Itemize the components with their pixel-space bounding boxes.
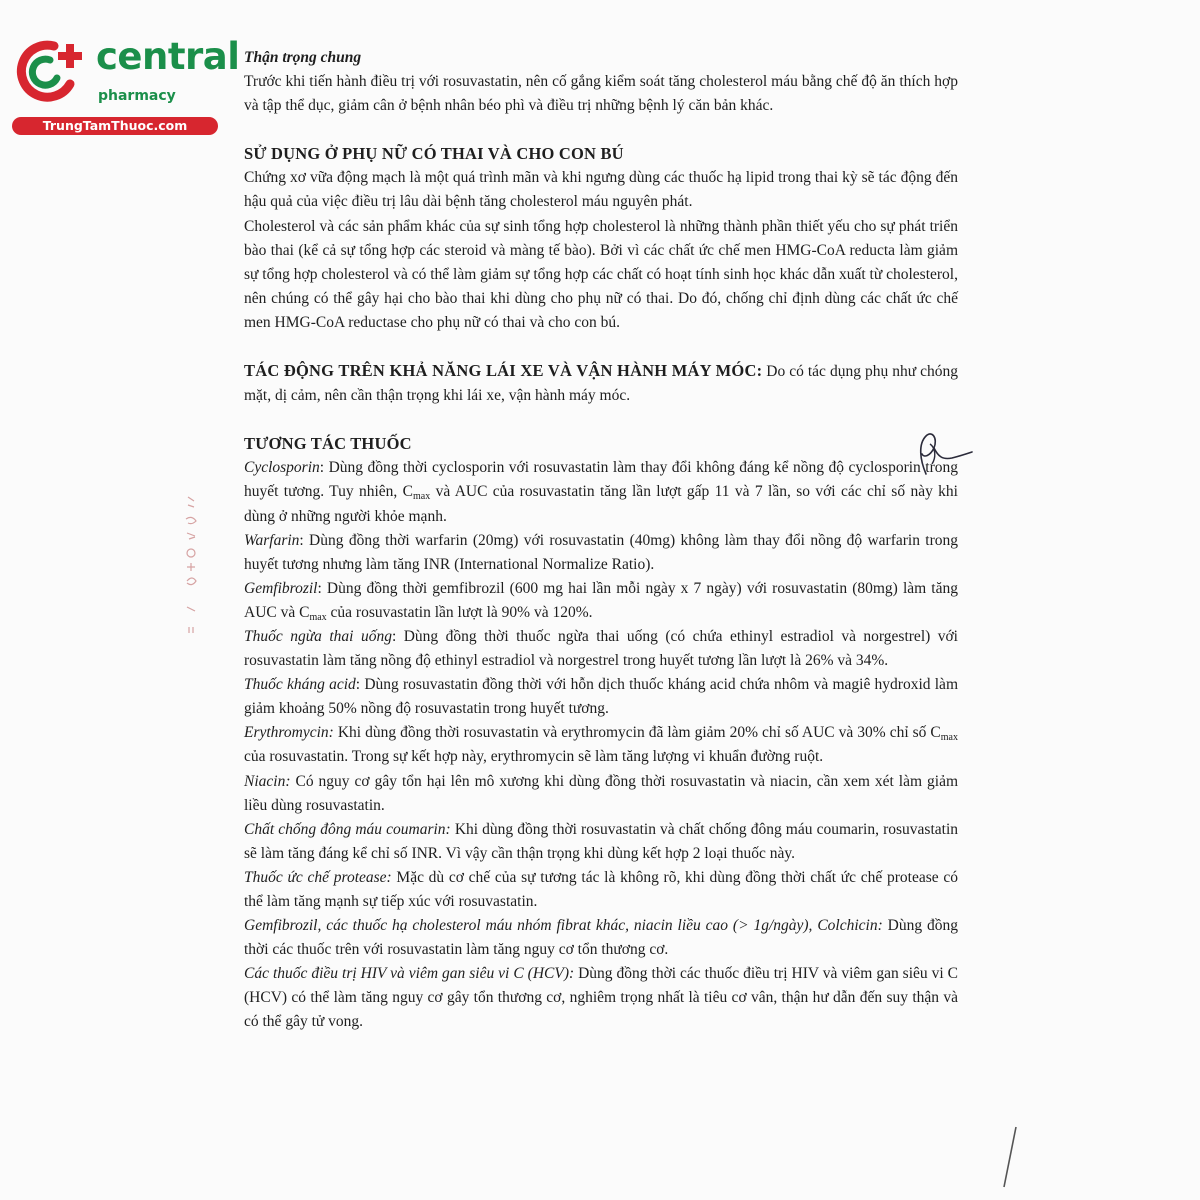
interactions-heading: TƯƠNG TÁC THUỐC [244, 434, 412, 454]
drug-name: Thuốc kháng acid [244, 676, 356, 694]
interaction-gemfibrozil [244, 577, 958, 625]
central-pharmacy-logo [10, 35, 240, 136]
interaction-text: Dùng đồng thời các thuốc trên với rosuvastatin làm tăng nguy cơ tổn thương cơ. [244, 917, 958, 959]
interaction-text: Khi dùng đồng thời rosuvastatin và erythromycin đã làm giảm 20% chỉ số AUC và 30% chỉ số C [333, 724, 941, 742]
interaction-warfarin [244, 529, 958, 577]
drug-name: Gemfibrozil, các thuốc hạ cholesterol máu nhóm fibrat khác, niacin liều cao (> 1g/ngày), Colchicin: [244, 917, 883, 935]
scan-edge-mark [996, 1125, 1026, 1190]
interaction-text: : Dùng rosuvastatin đồng thời với hỗn dịch thuốc kháng acid chứa nhôm và magiê hydroxid làm giảm khoảng 50% nồng độ rosuvastatin trong huyết tương. [244, 676, 958, 718]
drug-name: Niacin: [244, 772, 291, 790]
driving-heading: TÁC ĐỘNG TRÊN KHẢ NĂNG LÁI XE VÀ VẬN HÀNH MÁY MÓC: [244, 361, 763, 381]
interaction-text: của rosuvastatin lần lượt là 90% và 120%. [326, 603, 593, 621]
logo-website: TrungTamThuoc.com [12, 117, 218, 135]
drug-name: Chất chống đông máu coumarin: [244, 820, 451, 838]
drug-name: Gemfibrozil [244, 579, 318, 597]
document-body [244, 46, 958, 1035]
subscript-max: max [309, 611, 327, 623]
interaction-text: Dùng đồng thời các thuốc điều trị HIV và viêm gan siêu vi C (HCV) có thể làm tăng nguy cơ gây tổn thương cơ, nghiêm trọng nhất là tiêu cơ vân, thận hư dẫn đến suy thận và có thể gây tử vong. [244, 965, 958, 1031]
driving-text: Do có tác dụng phụ như chóng mặt, dị cảm, nên cần thận trọng khi lái xe, vận hành máy móc. [244, 363, 959, 405]
drug-name: Các thuốc điều trị HIV và viêm gan siêu vi C (HCV): [244, 965, 575, 983]
interaction-text: và AUC của rosuvastatin tăng lần lượt gấp 11 và 7 lần, so với các chỉ số này khi dùng ở những người khỏe mạnh. [244, 483, 958, 525]
pharmacy-cross-icon [10, 38, 86, 104]
drug-name: Cyclosporin [244, 459, 320, 477]
pregnancy-paragraph-1: Chứng xơ vữa động mạch là một quá trình mãn và khi ngưng dùng các thuốc hạ lipid trong thai kỳ sẽ tác động đến hậu quả của việc điều trị lâu dài bệnh tăng cholesterol máu nguyên phát. [244, 169, 958, 211]
interaction-text: : Dùng đồng thời thuốc ngừa thai uống (có chứa ethinyl estradiol và norgestrel) với rosuvastatin làm tăng nồng độ ethinyl estradiol và norgestrel trong huyết tương lần lượt là 26% và 34%. [244, 627, 958, 670]
interaction-text: của rosuvastatin. Trong sự kết hợp này, erythromycin sẽ làm tăng lượng vi khuẩn đường ruột. [244, 748, 824, 766]
drug-name: Warfarin [244, 531, 300, 549]
logo-subtitle: pharmacy [98, 88, 176, 104]
interaction-erythromycin [244, 721, 958, 769]
interaction-antacid [244, 673, 958, 721]
drug-name: Thuốc ngừa thai uống [244, 627, 392, 645]
pregnancy-heading: SỬ DỤNG Ở PHỤ NỮ CÓ THAI VÀ CHO CON BÚ [244, 144, 624, 164]
interaction-text: Khi dùng đồng thời rosuvastatin và chất chống đông máu coumarin, rosuvastatin sẽ làm tăng đáng kể chỉ số INR. Vì vậy cần thận trọng khi dùng kết hợp 2 loại thuốc này. [244, 820, 958, 862]
interaction-text: : Dùng đồng thời cyclosporin với rosuvastatin làm thay đổi không đáng kể nồng độ cyclosporin trong huyết tương. Tuy nhiên, C [244, 459, 958, 501]
interaction-text: : Dùng đồng thời warfarin (20mg) với rosuvastatin (40mg) không làm thay đổi nồng độ warfarin trong huyết tương nhưng làm tăng INR (International Normalize Ratio). [244, 531, 958, 573]
pregnancy-paragraph-2: Cholesterol và các sản phẩm khác của sự sinh tổng hợp cholesterol là những thành phần thiết yếu cho sự phát triển bào thai (kể cả sự tổng hợp các steroid và màng tế bào). Bởi vì các chất ức chế men HMG-CoA reducta làm giảm sự tổng hợp cholesterol và có thể làm giảm sự tổng hợp các chất có hoạt tính sinh học khác dẫn xuất từ cholesterol, nên chúng có thể gây hại cho bào thai khi dùng cho phụ nữ có thai. Do đó, chống chỉ định dùng các chất ức chế men HMG-CoA reductase cho phụ nữ có thai và cho con bú. [244, 217, 958, 331]
interaction-coumarin [244, 818, 958, 866]
interaction-text: Có nguy cơ gây tổn hại lên mô xương khi dùng đồng thời rosuvastatin và niacin, cần xem xét làm giảm liều dùng rosuvastatin. [244, 772, 958, 814]
interaction-niacin [244, 770, 958, 818]
interaction-text: : Dùng đồng thời gemfibrozil (600 mg hai lần mỗi ngày x 7 ngày) với rosuvastatin (80mg) làm tăng AUC và C [244, 579, 958, 621]
interaction-fibrates [244, 914, 958, 962]
interaction-cyclosporin [244, 456, 958, 528]
logo-brand-name: central [96, 35, 240, 78]
interaction-text: Mặc dù cơ chế của sự tương tác là không rõ, khi dùng đồng thời chất ức chế protease có thể làm tăng mạnh sự tiếp xúc với rosuvastatin. [244, 868, 958, 910]
drug-name: Thuốc ức chế protease: [244, 868, 392, 886]
margin-stamp-mark [180, 495, 202, 645]
caution-text: Trước khi tiến hành điều trị với rosuvastatin, nên cố gắng kiểm soát tăng cholesterol máu bằng chế độ ăn thích hợp và tập thể dục, giảm cân ở bệnh nhân béo phì và điều trị những bệnh lý căn bản khác. [244, 73, 958, 115]
interaction-protease [244, 866, 958, 914]
interaction-hiv [244, 962, 958, 1034]
driving-paragraph [244, 359, 958, 408]
drug-name: Erythromycin: [244, 724, 334, 742]
interaction-contraceptive [244, 625, 958, 673]
subscript-max: max [940, 732, 958, 744]
subscript-max: max [412, 491, 431, 503]
caution-heading: Thận trọng chung [244, 49, 362, 66]
